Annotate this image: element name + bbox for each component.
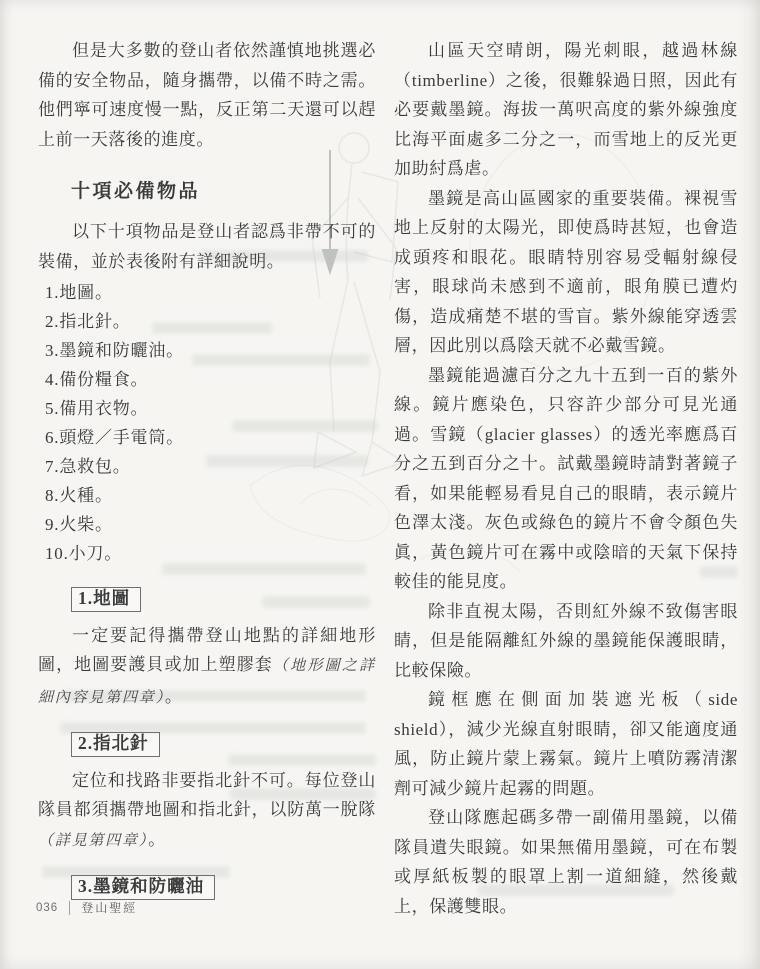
intro-paragraph: 但是大多數的登山者依然謹慎地挑選必備的安全物品，隨身攜帶，以備不時之需。他們寧可速度慢一點，反正第二天還可以趕上前一天落後的進度。: [38, 41, 376, 149]
subsection-heading-wrap: [71, 732, 376, 757]
list-lead-paragraph: 以下十項物品是登山者認爲非帶不可的裝備，並於表後附有詳細說明。: [38, 222, 376, 271]
section-heading-ten-essentials: 十項必備物品: [71, 181, 201, 202]
footer-divider: [69, 901, 70, 915]
list-item: 9.火柴。: [45, 515, 113, 534]
list-item: 4.備份糧食。: [45, 370, 149, 389]
list-item: 10.小刀。: [45, 544, 123, 563]
list-item: 3.墨鏡和防曬油。: [45, 341, 184, 360]
paragraph-snow-blindness: 墨鏡是高山區國家的重要裝備。裸視雪地上反射的太陽光，即使爲時甚短，也會造成頭疼和眼花。眼睛特別容易受輻射線侵害，眼球尚未感到不適前，眼角膜已遭灼傷，造成痛楚不堪的雪盲。紫外線能穿透雲層，因此別以爲陰天就不必戴雪鏡。: [394, 188, 738, 355]
paragraph-spare-glasses: 登山隊應起碼多帶一副備用墨鏡，以備隊員遺失眼鏡。如果無備用墨鏡，可在布製或厚紙板製的眼罩上割一道細縫，然後戴上，保護雙眼。: [394, 808, 738, 916]
subsection-sunglasses: [38, 875, 376, 900]
cross-reference-note: （地形圖之詳細內容見第四章）: [38, 658, 376, 706]
essentials-list: [38, 278, 376, 568]
paragraph-lens-tint: 墨鏡能過濾百分之九十五到一百的紫外線。鏡片應染色，只容許少部分可見光通過。雪鏡（glacier glasses）的透光率應爲百分之五到百分之十。試戴墨鏡時請對著鏡子看，如果能輕易看見自己的眼睛，表示鏡片色澤太淺。灰色或綠色的鏡片不會令顏色失眞，黃色鏡片可在霧中或陰暗的天氣下保持較佳的能見度。: [394, 365, 738, 591]
list-item: 6.頭燈／手電筒。: [45, 428, 184, 447]
body-text: 定位和找路非要指北針不可。每位登山隊員都須攜帶地圖和指北針，以防萬一脫隊: [38, 770, 376, 819]
body-text: 一定要記得攜帶登山地點的詳細地形圖，地圖要護貝或加上塑膠套: [38, 625, 376, 674]
paragraph-side-shields: 鏡框應在側面加裝遮光板（side shield），減少光線直射眼睛，卻又能適度通風，防止鏡片蒙上霧氣。鏡片上噴防霧清潔劑可減少鏡片起霧的問題。: [394, 690, 738, 798]
cross-reference-note: （詳見第四章）: [38, 832, 149, 849]
subsection-compass: [38, 732, 376, 856]
list-item: 1.地圖。: [45, 283, 113, 302]
subsection-heading-compass: 2.指北針: [71, 732, 160, 757]
subsection-map: [38, 587, 376, 713]
subsection-heading-wrap: [71, 875, 376, 900]
body-text: 。: [148, 829, 166, 849]
subsection-heading-map: 1.地圖: [71, 587, 141, 612]
subsection-heading-wrap: [71, 587, 376, 612]
body-text: 。: [164, 686, 183, 706]
list-item: 7.急救包。: [45, 457, 131, 476]
left-column: [38, 36, 376, 909]
list-item: 5.備用衣物。: [45, 399, 149, 418]
book-title: 登山聖經: [81, 901, 138, 915]
subsection-compass-body: [38, 766, 376, 857]
paragraph-infrared: 除非直視太陽，否則紅外線不致傷害眼睛，但是能隔離紅外線的墨鏡能保護眼睛，比較保險。: [394, 601, 738, 680]
paragraph-sun-glare: 山區天空晴朗，陽光刺眼，越過林線（timberline）之後，很難躲過日照，因此有必要戴墨鏡。海拔一萬呎高度的紫外線強度比海平面處多二分之一，而雪地上的反光更加助紂爲虐。: [394, 41, 738, 178]
list-item: 2.指北針。: [45, 312, 131, 331]
subsection-heading-sunglasses: 3.墨鏡和防曬油: [71, 875, 215, 900]
subsection-map-body: [38, 621, 376, 714]
list-item: 8.火種。: [45, 486, 113, 505]
right-column: [394, 36, 738, 921]
page-footer: [36, 899, 137, 916]
page-number: 036: [36, 901, 59, 914]
